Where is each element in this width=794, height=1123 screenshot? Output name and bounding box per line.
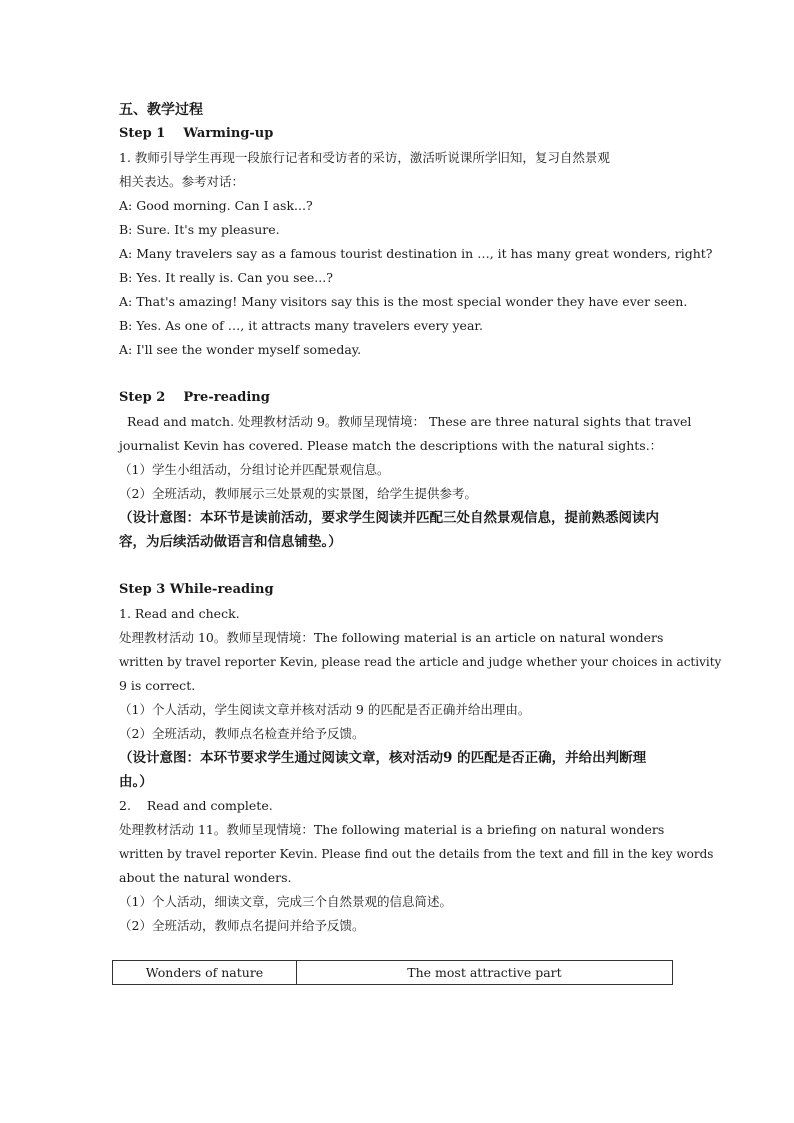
step3-design-line1: （设计意图：本环节要求学生通过阅读文章，核对活动9 的匹配是否正确，并给出判断理 — [119, 750, 647, 766]
dialogue-line: A: Many travelers say as a famous tourist destination in …, it has many great wonders, right? — [119, 246, 713, 261]
document-body — [119, 98, 722, 938]
step2-title: Step 2 Pre-reading — [119, 390, 270, 405]
section-title: 五、教学过程 — [119, 102, 203, 118]
step3-item4: （2）全班活动，教师点名提问并给予反馈。 — [119, 918, 365, 933]
dialogue-line: B: Yes. As one of …, it attracts many travelers every year. — [119, 318, 483, 333]
step3-title: Step 3 While-reading — [119, 582, 274, 597]
step2-design-line1: （设计意图：本环节是读前活动，要求学生阅读并匹配三处自然景观信息，提前熟悉阅读内 — [119, 510, 659, 526]
step3-p1-line1: 处理教材活动 10。教师呈现情境：The following material is an article on natural wonders — [119, 630, 664, 645]
step1-title: Step 1 Warming-up — [119, 126, 274, 141]
spacer — [119, 362, 679, 386]
wonders-table — [112, 960, 673, 985]
step3-p2-line1: 处理教材活动 11。教师呈现情境：The following material is a briefing on natural wonders — [119, 822, 665, 837]
step3-sub1: 1. Read and check. — [119, 606, 240, 621]
step1-intro-line2: 相关表达。参考对话： — [119, 174, 245, 189]
dialogue-line: A: I'll see the wonder myself someday. — [119, 342, 362, 357]
step1-intro-line1: 1. 教师引导学生再现一段旅行记者和受访者的采访，激活听说课所学旧知，复习自然景观 — [119, 150, 610, 165]
step3-item1: （1）个人活动，学生阅读文章并核对活动 9 的匹配是否正确并给出理由。 — [119, 702, 531, 717]
dialogue-line: A: That's amazing! Many visitors say this is the most special wonder they have ever seen. — [119, 294, 688, 309]
table-header-cell: The most attractive part — [297, 961, 673, 985]
dialogue-line: B: Yes. It really is. Can you see...? — [119, 270, 333, 285]
step2-line2: journalist Kevin has covered. Please match the descriptions with the natural sights.： — [119, 438, 663, 453]
table-header-cell: Wonders of nature — [113, 961, 297, 985]
step3-p1-line3: 9 is correct. — [119, 678, 196, 693]
step3-design-line2: 由。） — [119, 774, 153, 790]
step2-design-line2: 容，为后续活动做语言和信息铺垫。） — [119, 534, 342, 550]
step3-p2-line3: about the natural wonders. — [119, 870, 292, 885]
step3-sub2: 2. Read and complete. — [119, 798, 273, 813]
step3-item2: （2）全班活动，教师点名检查并给予反馈。 — [119, 726, 365, 741]
step2-item1: （1）学生小组活动，分组讨论并匹配景观信息。 — [119, 462, 390, 477]
dialogue-line: A: Good morning. Can I ask...? — [119, 198, 313, 213]
dialogue-line: B: Sure. It's my pleasure. — [119, 222, 280, 237]
step2-line1: Read and match. 处理教材活动 9。教师呈现情境： These are three natural sights that travel — [127, 414, 692, 429]
step2-item2: （2）全班活动，教师展示三处景观的实景图，给学生提供参考。 — [119, 486, 477, 501]
step3-p2-line2: written by travel reporter Kevin. Please find out the details from the text and fill in the key words — [119, 847, 714, 861]
step3-item3: （1）个人活动，细读文章，完成三个自然景观的信息简述。 — [119, 894, 452, 909]
spacer — [119, 554, 679, 578]
table-header-row — [113, 961, 673, 985]
step3-p1-line2: written by travel reporter Kevin, please read the article and judge whether your choices in activity — [119, 655, 722, 669]
